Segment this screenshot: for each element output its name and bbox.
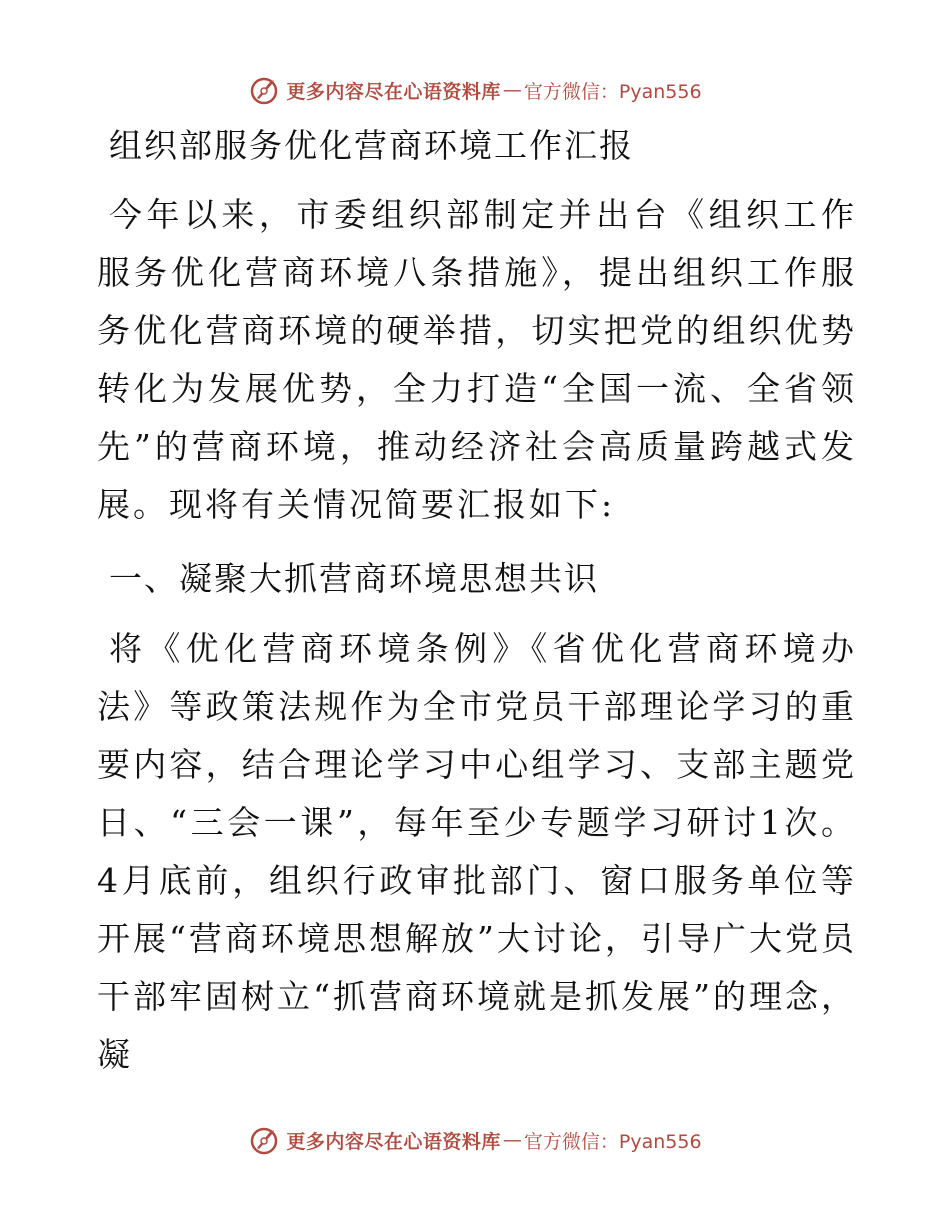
section-1-paragraph: 将《优化营商环境条例》《省优化营商环境办法》等政策法规作为全市党员干部理论学习的重要内容，结合理论学习中心组学习、支部主题党日、“三会一课”，每年至少专题学习研讨1次。4月底前，组织行政审批部门、窗口服务单位等开展“营商环境思想解放”大讨论，引导广大党员干部牢固树立“抓营商环境就是抓发展”的理念，凝: [97, 629, 857, 1074]
quill-logo-icon: [248, 74, 280, 106]
banner-separator: —: [502, 79, 522, 101]
footer-banner: [0, 1120, 950, 1160]
banner-promo-text: 更多内容尽在心语资料库: [286, 80, 501, 103]
banner-wechat-text: 官方微信：Pyan556: [523, 1130, 702, 1153]
header-banner: [0, 70, 950, 110]
banner-wechat-text: 官方微信：Pyan556: [523, 80, 702, 103]
intro-paragraph: 今年以来，市委组织部制定并出台《组织工作服务优化营商环境八条措施》，提出组织工作服务优化营商环境的硬举措，切实把党的组织优势转化为发展优势，全力打造“全国一流、全省领先”的营商环境，推动经济社会高质量跨越式发展。现将有关情况简要汇报如下:: [97, 195, 857, 524]
banner-promo-text: 更多内容尽在心语资料库: [286, 1130, 501, 1153]
banner-separator: —: [502, 1129, 522, 1151]
document-title: 组织部服务优化营商环境工作汇报: [109, 126, 634, 165]
quill-logo-icon: [248, 1124, 280, 1156]
section-heading-1: 一、凝聚大抓营商环境思想共识: [109, 559, 599, 598]
document-body: [97, 118, 857, 1084]
